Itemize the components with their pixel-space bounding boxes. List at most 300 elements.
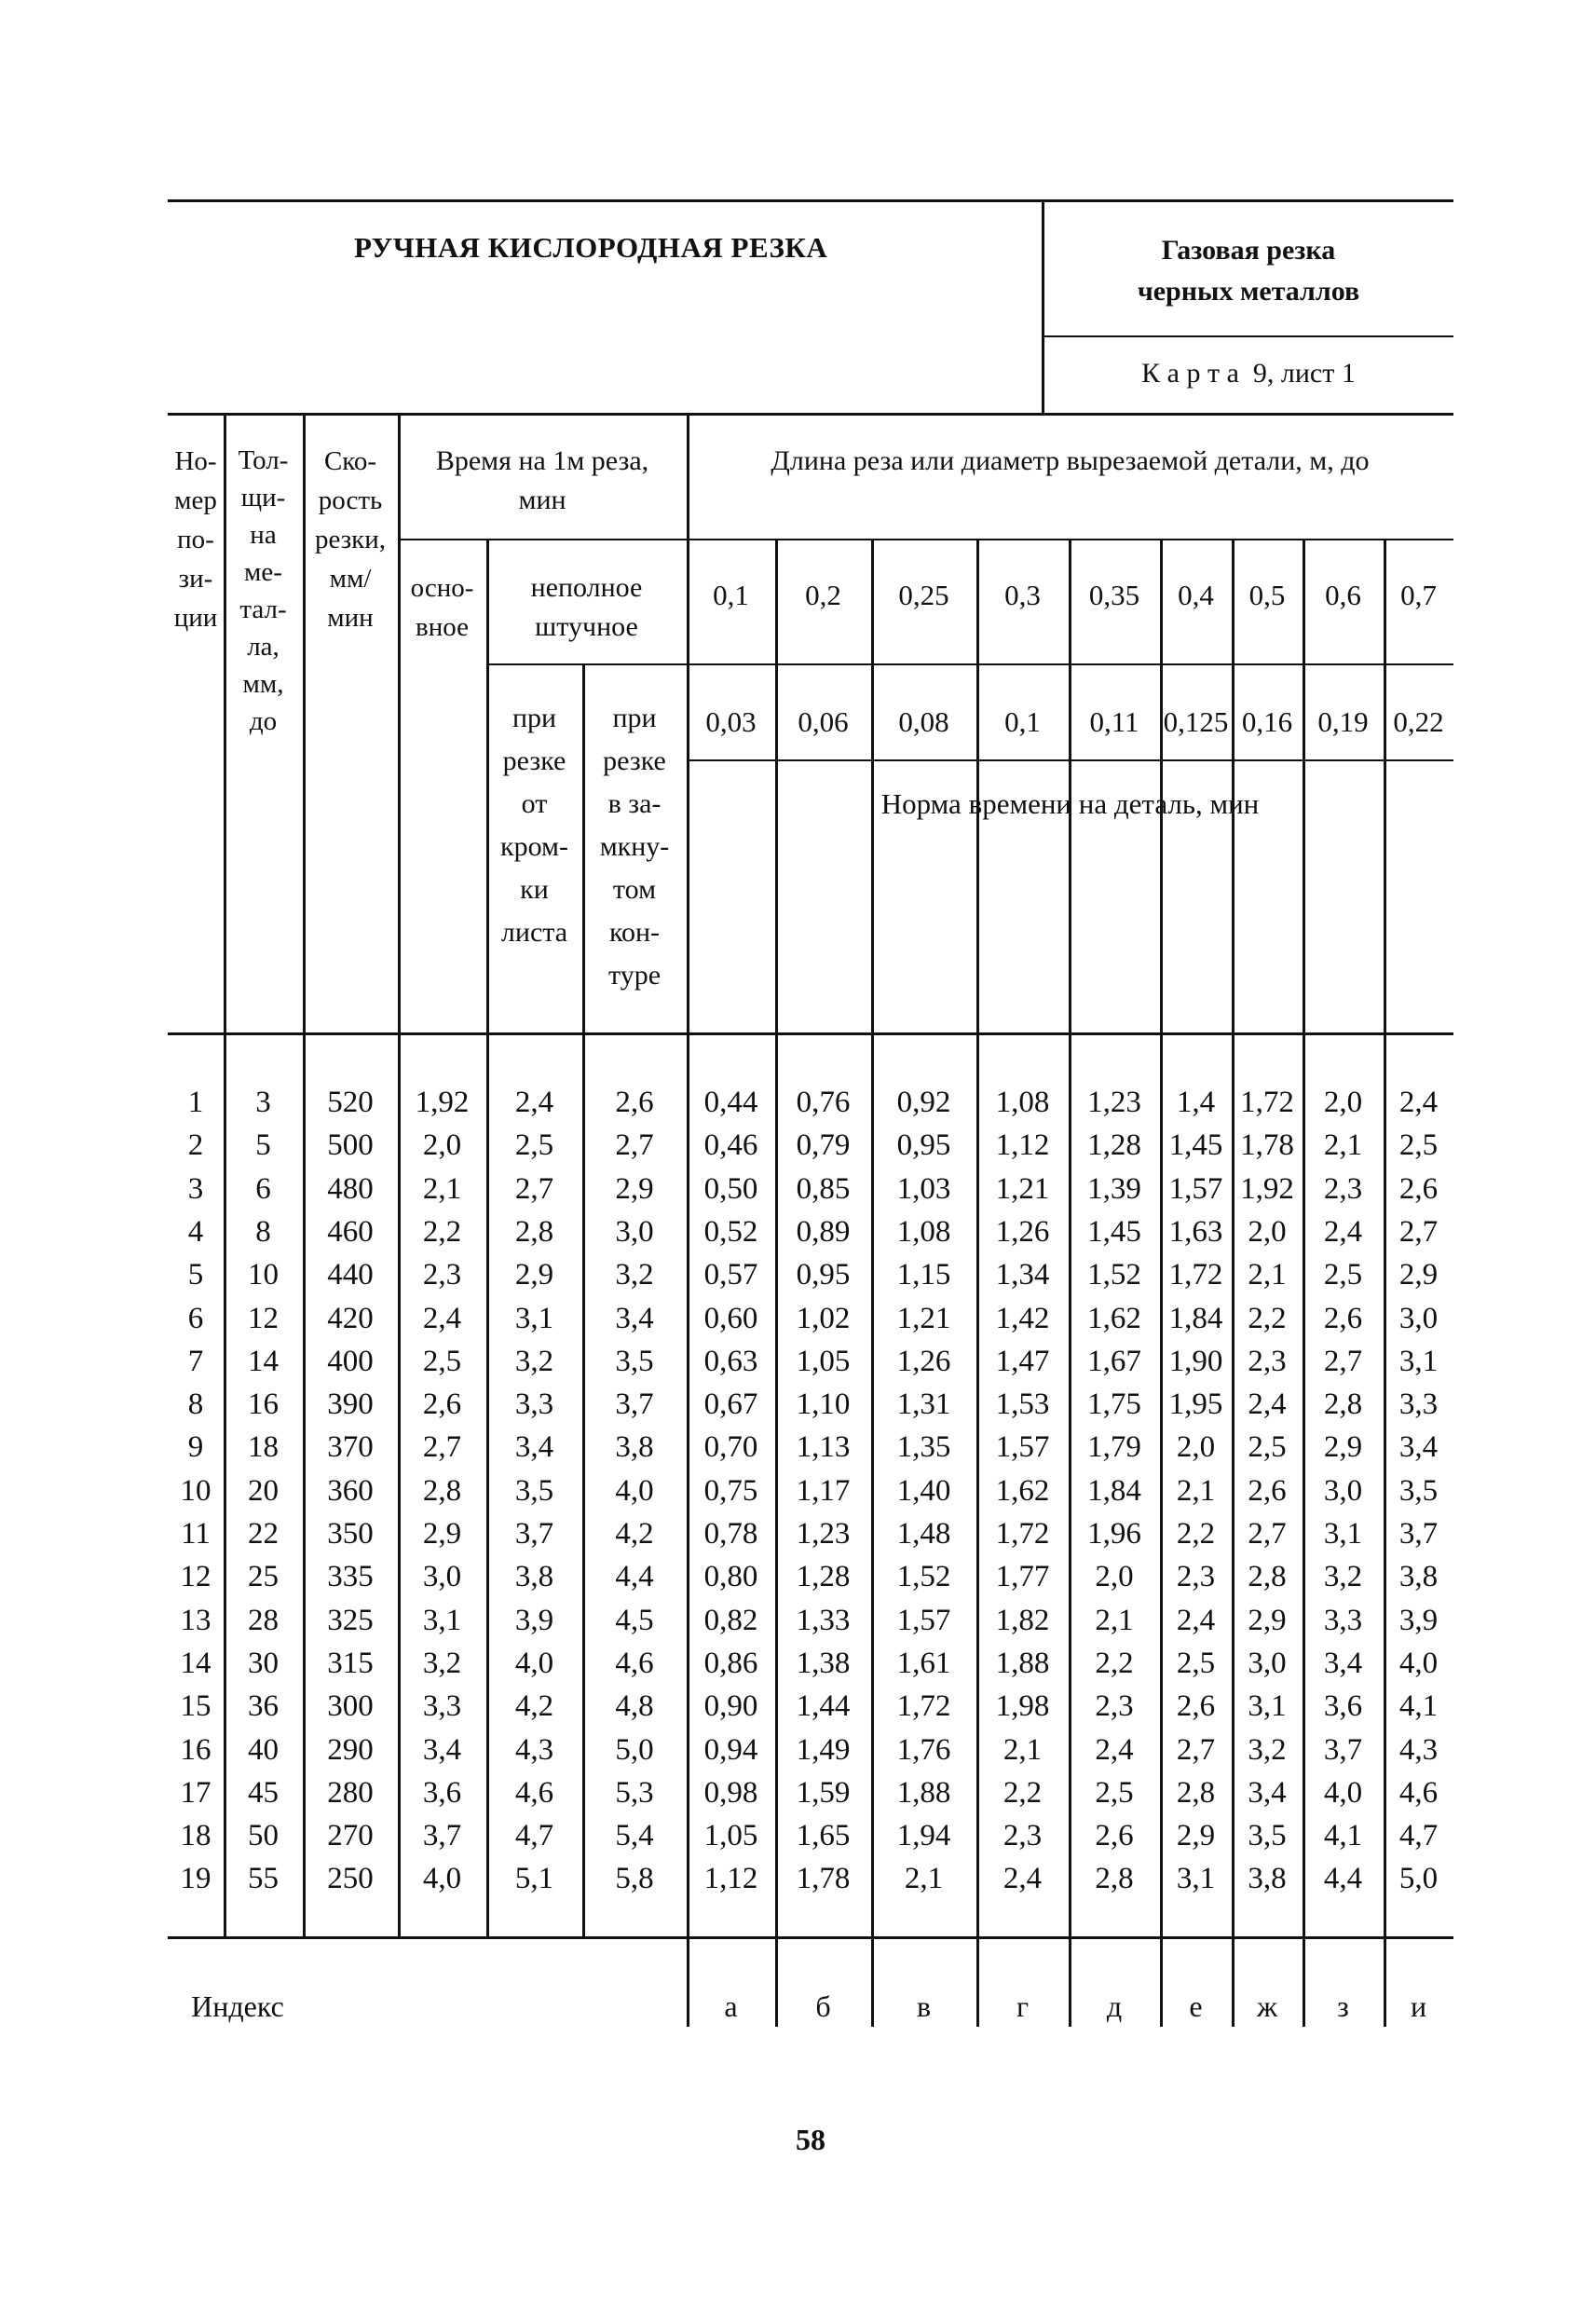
table-cell: 2,4 <box>1003 1862 1043 1896</box>
table-cell: 250 <box>327 1862 374 1896</box>
table-cell: 1,53 <box>995 1387 1050 1422</box>
table-cell: 1,23 <box>796 1517 851 1551</box>
table-cell: 0,95 <box>896 1128 951 1163</box>
table-cell: 2,0 <box>1323 1086 1363 1119</box>
table-cell: 0,76 <box>796 1086 851 1119</box>
table-cell: 3,8 <box>514 1560 554 1594</box>
table-cell: 4,3 <box>1398 1732 1439 1767</box>
table-cell: 335 <box>327 1560 374 1594</box>
table-cell: 0,79 <box>796 1128 851 1163</box>
row-position-cell: 1 <box>187 1086 204 1119</box>
table-cell: 3,0 <box>615 1214 654 1249</box>
table-cell: 1,52 <box>1087 1258 1141 1292</box>
header-thickness: Тол- <box>238 445 289 475</box>
table-cell: 2,8 <box>1095 1862 1134 1896</box>
header-diameter-value: 0,11 <box>1089 705 1139 738</box>
table-cell: 1,72 <box>1240 1086 1294 1119</box>
table-cell: 2,5 <box>1323 1258 1363 1292</box>
table-cell: 4,2 <box>615 1517 654 1551</box>
table-cell: 1,47 <box>995 1344 1050 1378</box>
header-diameter-value: 0,22 <box>1393 705 1444 738</box>
row-position-cell: 3 <box>187 1171 204 1206</box>
header-diameter-value: 0,03 <box>705 705 757 738</box>
table-cell: 1,03 <box>896 1171 951 1206</box>
table-cell: 4,0 <box>422 1862 462 1896</box>
table-cell: 10 <box>248 1258 279 1292</box>
table-cell: 0,52 <box>703 1214 758 1249</box>
table-cell: 1,28 <box>1087 1128 1141 1163</box>
header-incomplete-time: штучное <box>535 611 638 642</box>
table-cell: 2,8 <box>1323 1387 1363 1422</box>
table-cell: 5,1 <box>514 1862 554 1896</box>
table-cell: 1,10 <box>796 1387 851 1422</box>
table-cell: 1,57 <box>995 1430 1050 1465</box>
table-cell: 2,7 <box>1323 1344 1363 1378</box>
table-cell: 2,6 <box>1398 1171 1439 1206</box>
table-cell: 3,3 <box>514 1387 554 1422</box>
table-cell: 0,82 <box>703 1603 758 1637</box>
table-cell: 400 <box>327 1344 374 1378</box>
table-cell: 1,44 <box>796 1689 851 1724</box>
header-length-value: 0,7 <box>1400 579 1437 611</box>
header-length-value: 0,3 <box>1004 579 1041 611</box>
table-cell: 0,95 <box>796 1258 851 1292</box>
table-cell: 2,9 <box>514 1258 554 1292</box>
table-cell: 290 <box>327 1732 374 1767</box>
table-cell: 1,96 <box>1087 1517 1141 1551</box>
header-basic-time: вное <box>416 612 469 642</box>
header-cut-from-edge: резке <box>502 745 566 776</box>
page-number: 58 <box>796 2123 825 2156</box>
table-cell: 1,67 <box>1087 1344 1141 1378</box>
table-cell: 5,0 <box>1398 1862 1439 1896</box>
table-cell: 1,34 <box>995 1258 1050 1292</box>
table-cell: 2,6 <box>1323 1301 1363 1335</box>
header-diameter-value: 0,1 <box>1004 705 1041 738</box>
table-cell: 3,3 <box>1398 1387 1439 1422</box>
table-cell: 3,7 <box>514 1517 554 1551</box>
table-cell: 2,3 <box>422 1258 462 1292</box>
table-cell: 0,90 <box>703 1689 758 1724</box>
table-cell: 2,6 <box>1095 1819 1134 1853</box>
table-cell: 0,80 <box>703 1560 758 1594</box>
table-cell: 1,21 <box>896 1301 951 1335</box>
table-cell: 2,1 <box>1323 1128 1363 1163</box>
table-cell: 2,1 <box>1003 1732 1043 1767</box>
table-cell: 3,8 <box>615 1430 654 1465</box>
table-cell: 2,4 <box>1248 1387 1287 1422</box>
index-label: Индекс <box>191 1989 284 2023</box>
row-position-cell: 4 <box>187 1214 204 1249</box>
table-cell: 1,90 <box>1168 1344 1223 1378</box>
table-cell: 0,92 <box>896 1086 951 1119</box>
header-cut-closed-contour: резке <box>603 745 666 776</box>
header-position-number: мер <box>174 485 217 515</box>
header-cut-from-edge: ки <box>520 874 549 905</box>
table-cell: 25 <box>248 1560 279 1594</box>
index-letter: з <box>1337 1989 1349 2023</box>
table-cell: 270 <box>327 1819 374 1853</box>
index-letter: ж <box>1256 1989 1278 2023</box>
table-cell: 4,1 <box>1323 1819 1363 1853</box>
table-cell: 480 <box>327 1171 374 1206</box>
header-thickness: до <box>249 706 278 736</box>
header-length-value: 0,1 <box>713 579 749 611</box>
table-cell: 3,5 <box>1398 1473 1439 1508</box>
table-cell: 2,7 <box>422 1430 462 1465</box>
table-cell: 30 <box>248 1646 279 1680</box>
table-cell: 1,42 <box>995 1301 1050 1335</box>
table-cell: 3,4 <box>422 1732 462 1767</box>
table-cell: 1,84 <box>1087 1473 1141 1508</box>
table-cell: 3,2 <box>422 1646 462 1680</box>
table-cell: 20 <box>248 1473 279 1508</box>
table-cell: 0,50 <box>703 1171 758 1206</box>
row-position-cell: 10 <box>180 1473 211 1508</box>
table-cell: 2,8 <box>1176 1775 1216 1810</box>
table-cell: 45 <box>248 1775 279 1810</box>
table-cell: 2,0 <box>1248 1214 1287 1249</box>
table-cell: 1,26 <box>896 1344 951 1378</box>
header-length-value: 0,35 <box>1088 579 1140 611</box>
table-cell: 370 <box>327 1430 374 1465</box>
table-cell: 2,6 <box>615 1086 654 1119</box>
header-cut-from-edge: листа <box>500 917 568 948</box>
table-cell: 3,1 <box>514 1301 554 1335</box>
table-cell: 1,38 <box>796 1646 851 1680</box>
table-cell: 2,3 <box>1248 1344 1287 1378</box>
table-cell: 18 <box>248 1430 279 1465</box>
row-position-cell: 9 <box>187 1430 204 1465</box>
table-cell: 3,0 <box>1323 1473 1363 1508</box>
table-cell: 1,94 <box>896 1819 951 1853</box>
header-diameter-value: 0,19 <box>1317 705 1369 738</box>
table-cell: 28 <box>248 1603 279 1637</box>
row-position-cell: 2 <box>187 1128 204 1163</box>
table-cell: 0,67 <box>703 1387 758 1422</box>
table-cell: 2,3 <box>1323 1171 1363 1206</box>
table-cell: 280 <box>327 1775 374 1810</box>
table-cell: 3,0 <box>1248 1646 1287 1680</box>
table-cell: 1,78 <box>1240 1128 1294 1163</box>
index-letter: д <box>1106 1989 1123 2023</box>
table-cell: 4,4 <box>1323 1862 1363 1896</box>
table-cell: 0,89 <box>796 1214 851 1249</box>
header-speed: мм/ <box>329 564 372 594</box>
table-cell: 1,88 <box>995 1646 1050 1680</box>
table-cell: 4,2 <box>514 1689 554 1724</box>
table-cell: 1,98 <box>995 1689 1050 1724</box>
table-cell: 0,86 <box>703 1646 758 1680</box>
table-cell: 1,63 <box>1168 1214 1223 1249</box>
table-cell: 2,0 <box>422 1128 462 1163</box>
header-cut-closed-contour: в за- <box>607 788 662 819</box>
table-cell: 2,9 <box>1176 1819 1216 1853</box>
header-speed: Ско- <box>323 446 377 476</box>
table-cell: 5,8 <box>615 1862 654 1896</box>
table-cell: 1,02 <box>796 1301 851 1335</box>
table-cell: 1,52 <box>896 1560 951 1594</box>
table-cell: 2,8 <box>422 1473 462 1508</box>
table-cell: 1,62 <box>995 1473 1050 1508</box>
table-cell: 2,7 <box>514 1171 554 1206</box>
table-cell: 6 <box>255 1171 271 1206</box>
header-cut-closed-contour: туре <box>607 960 662 991</box>
table-cell: 1,57 <box>1168 1171 1223 1206</box>
table-cell: 1,62 <box>1087 1301 1141 1335</box>
table-cell: 3,6 <box>1323 1689 1363 1724</box>
row-position-cell: 19 <box>180 1862 211 1896</box>
table-cell: 1,35 <box>896 1430 951 1465</box>
table-cell: 0,70 <box>703 1430 758 1465</box>
table-cell: 360 <box>327 1473 374 1508</box>
table-cell: 1,4 <box>1176 1086 1216 1119</box>
table-cell: 2,6 <box>1176 1689 1216 1724</box>
table-cell: 1,08 <box>995 1086 1050 1119</box>
table-cell: 1,88 <box>896 1775 951 1810</box>
table-cell: 8 <box>255 1214 271 1249</box>
table-cell: 2,4 <box>1398 1086 1439 1119</box>
table-cell: 2,4 <box>514 1086 554 1119</box>
index-letter: в <box>916 1989 932 2023</box>
table-cell: 0,75 <box>703 1473 758 1508</box>
table-cell: 2,9 <box>615 1171 654 1206</box>
table-cell: 4,0 <box>615 1473 654 1508</box>
table-cell: 1,33 <box>796 1603 851 1637</box>
table-cell: 1,23 <box>1087 1086 1141 1119</box>
table-cell: 1,59 <box>796 1775 851 1810</box>
header-diameter-value: 0,06 <box>798 705 849 738</box>
page-title: РУЧНАЯ КИСЛОРОДНАЯ РЕЗКА <box>354 231 828 264</box>
table-cell: 2,1 <box>1176 1473 1216 1508</box>
table-cell: 1,05 <box>796 1344 851 1378</box>
table-cell: 0,46 <box>703 1128 758 1163</box>
header-time-per-meter: Время на 1м реза, <box>435 445 649 476</box>
table-cell: 16 <box>248 1387 279 1422</box>
table-cell: 3,5 <box>514 1473 554 1508</box>
header-norm-time: Норма времени на деталь, мин <box>880 787 1260 820</box>
row-position-cell: 16 <box>180 1732 211 1767</box>
table-cell: 0,94 <box>703 1732 758 1767</box>
table-cell: 1,26 <box>995 1214 1050 1249</box>
header-speed: резки, <box>314 525 387 554</box>
index-letter: и <box>1410 1989 1427 2023</box>
header-position-number: по- <box>177 525 214 554</box>
table-cell: 2,5 <box>422 1344 462 1378</box>
table-cell: 2,1 <box>1095 1603 1134 1637</box>
header-basic-time: осно- <box>410 573 474 603</box>
table-cell: 3,2 <box>1248 1732 1287 1767</box>
incomplete-rule <box>486 663 687 665</box>
table-cell: 2,2 <box>1095 1646 1134 1680</box>
table-cell: 3,4 <box>615 1301 654 1335</box>
header-cut-closed-contour: том <box>612 874 657 905</box>
header-cut-closed-contour: мкну- <box>599 831 670 862</box>
table-cell: 50 <box>248 1819 279 1853</box>
row-position-cell: 8 <box>187 1387 204 1422</box>
row-position-cell: 7 <box>187 1344 204 1378</box>
table-cell: 3,1 <box>1398 1344 1439 1378</box>
table-cell: 3,0 <box>1398 1301 1439 1335</box>
section-title-line2: черных металлов <box>1137 276 1360 307</box>
table-cell: 390 <box>327 1387 374 1422</box>
table-cell: 2,7 <box>1398 1214 1439 1249</box>
table-cell: 22 <box>248 1517 279 1551</box>
table-cell: 2,9 <box>1248 1603 1287 1637</box>
table-cell: 1,13 <box>796 1430 851 1465</box>
row-position-cell: 15 <box>180 1689 211 1724</box>
header-thickness: на <box>250 520 277 550</box>
row-position-cell: 6 <box>187 1301 204 1335</box>
table-cell: 2,7 <box>1248 1517 1287 1551</box>
table-cell: 4,0 <box>1323 1775 1363 1810</box>
table-cell: 0,44 <box>703 1086 758 1119</box>
table-cell: 3,3 <box>422 1689 462 1724</box>
table-cell: 1,78 <box>796 1862 851 1896</box>
table-cell: 1,17 <box>796 1473 851 1508</box>
table-cell: 1,75 <box>1087 1387 1141 1422</box>
table-cell: 315 <box>327 1646 374 1680</box>
table-cell: 3,1 <box>1323 1517 1363 1551</box>
table-cell: 4,6 <box>1398 1775 1439 1810</box>
table-cell: 2,7 <box>615 1128 654 1163</box>
table-cell: 3,2 <box>1323 1560 1363 1594</box>
header-diameter-value: 0,125 <box>1163 705 1229 738</box>
table-cell: 3,1 <box>1176 1862 1216 1896</box>
table-cell: 1,72 <box>1168 1258 1223 1292</box>
table-cell: 2,5 <box>1176 1646 1216 1680</box>
table-cell: 3,1 <box>1248 1689 1287 1724</box>
table-cell: 2,4 <box>1095 1732 1134 1767</box>
table-cell: 2,9 <box>1323 1430 1363 1465</box>
table-cell: 4,0 <box>1398 1646 1439 1680</box>
table-cell: 1,61 <box>896 1646 951 1680</box>
header-time-per-meter: мин <box>518 485 566 515</box>
table-cell: 40 <box>248 1732 279 1767</box>
table-cell: 2,4 <box>1323 1214 1363 1249</box>
table-cell: 1,72 <box>896 1689 951 1724</box>
card-label: К а р т а 9, лист 1 <box>1141 358 1356 389</box>
table-cell: 3,4 <box>514 1430 554 1465</box>
header-length-value: 0,4 <box>1178 579 1214 611</box>
table-cell: 1,95 <box>1168 1387 1223 1422</box>
table-cell: 520 <box>327 1086 374 1119</box>
table-cell: 1,65 <box>796 1819 851 1853</box>
table-cell: 2,0 <box>1176 1430 1216 1465</box>
table-cell: 4,7 <box>514 1819 554 1853</box>
table-cell: 2,3 <box>1095 1689 1134 1724</box>
table-cell: 1,31 <box>896 1387 951 1422</box>
table-cell: 2,4 <box>1176 1603 1216 1637</box>
table-cell: 3,6 <box>422 1775 462 1810</box>
table-cell: 4,0 <box>514 1646 554 1680</box>
table-cell: 2,1 <box>1248 1258 1287 1292</box>
table-cell: 2,8 <box>1248 1560 1287 1594</box>
table-cell: 1,48 <box>896 1517 951 1551</box>
table-cell: 2,6 <box>1248 1473 1287 1508</box>
header-length-value: 0,5 <box>1248 579 1286 611</box>
table-cell: 350 <box>327 1517 374 1551</box>
table-cell: 0,60 <box>703 1301 758 1335</box>
table-cell: 5,4 <box>615 1819 654 1853</box>
table-cell: 0,78 <box>703 1517 758 1551</box>
header-position-number: Но- <box>174 446 217 476</box>
table-cell: 2,7 <box>1176 1732 1216 1767</box>
table-cell: 4,1 <box>1398 1689 1439 1724</box>
table-cell: 2,8 <box>514 1214 554 1249</box>
table-cell: 2,6 <box>422 1387 462 1422</box>
header-length-value: 0,6 <box>1325 579 1361 611</box>
table-cell: 0,57 <box>703 1258 758 1292</box>
row-position-cell: 17 <box>180 1775 211 1810</box>
table-cell: 1,28 <box>796 1560 851 1594</box>
table-cell: 5 <box>255 1128 271 1163</box>
table-cell: 5,0 <box>615 1732 654 1767</box>
table-cell: 2,9 <box>422 1517 462 1551</box>
header-length-value: 0,2 <box>805 579 841 611</box>
header-diameter-value: 0,16 <box>1241 705 1293 738</box>
table-cell: 1,79 <box>1087 1430 1141 1465</box>
table-cell: 440 <box>327 1258 374 1292</box>
table-cell: 2,0 <box>1095 1560 1134 1594</box>
table-cell: 3,2 <box>615 1258 654 1292</box>
table-cell: 2,5 <box>1095 1775 1134 1810</box>
body-bottom-rule <box>168 1936 1453 1939</box>
header-length-group: Длина реза или диаметр вырезаемой детали, м, до <box>771 445 1370 476</box>
table-cell: 2,3 <box>1176 1560 1216 1594</box>
table-cell: 12 <box>248 1301 279 1335</box>
header-cut-closed-contour: при <box>612 703 657 733</box>
table-cell: 3,7 <box>1398 1517 1439 1551</box>
row-position-cell: 18 <box>180 1819 211 1853</box>
index-letter: е <box>1189 1989 1203 2023</box>
header-speed: мин <box>327 603 374 633</box>
header-incomplete-time: неполное <box>530 572 643 603</box>
table-cell: 2,5 <box>1248 1430 1287 1465</box>
table-cell: 2,2 <box>1003 1775 1043 1810</box>
header-thickness: щи- <box>240 483 286 513</box>
table-cell: 3,1 <box>422 1603 462 1637</box>
table-cell: 1,77 <box>995 1560 1050 1594</box>
row-position-cell: 11 <box>181 1517 211 1551</box>
table-cell: 420 <box>327 1301 374 1335</box>
table-cell: 1,57 <box>896 1603 951 1637</box>
table-cell: 2,4 <box>422 1301 462 1335</box>
index-letter: а <box>724 1989 738 2023</box>
header-bottom-rule <box>168 413 1453 416</box>
index-letter: б <box>815 1989 831 2023</box>
table-cell: 4,3 <box>514 1732 554 1767</box>
table-cell: 1,40 <box>896 1473 951 1508</box>
header-position-number: зи- <box>178 564 213 594</box>
table-cell: 2,3 <box>1003 1819 1043 1853</box>
table-cell: 2,1 <box>904 1862 944 1896</box>
table-cell: 3,3 <box>1323 1603 1363 1637</box>
table-cell: 1,92 <box>415 1086 470 1119</box>
table-cell: 325 <box>327 1603 374 1637</box>
row-position-cell: 12 <box>180 1560 211 1594</box>
table-cell: 14 <box>248 1344 279 1378</box>
table-cell: 3,9 <box>1398 1603 1439 1637</box>
header-thickness: тал- <box>239 595 287 624</box>
table-cell: 300 <box>327 1689 374 1724</box>
header-speed: рость <box>318 485 383 515</box>
table-cell: 460 <box>327 1214 374 1249</box>
header-position-number: ции <box>173 603 218 633</box>
row-position-cell: 13 <box>180 1603 211 1637</box>
table-cell: 1,84 <box>1168 1301 1223 1335</box>
table-cell: 4,8 <box>615 1689 654 1724</box>
